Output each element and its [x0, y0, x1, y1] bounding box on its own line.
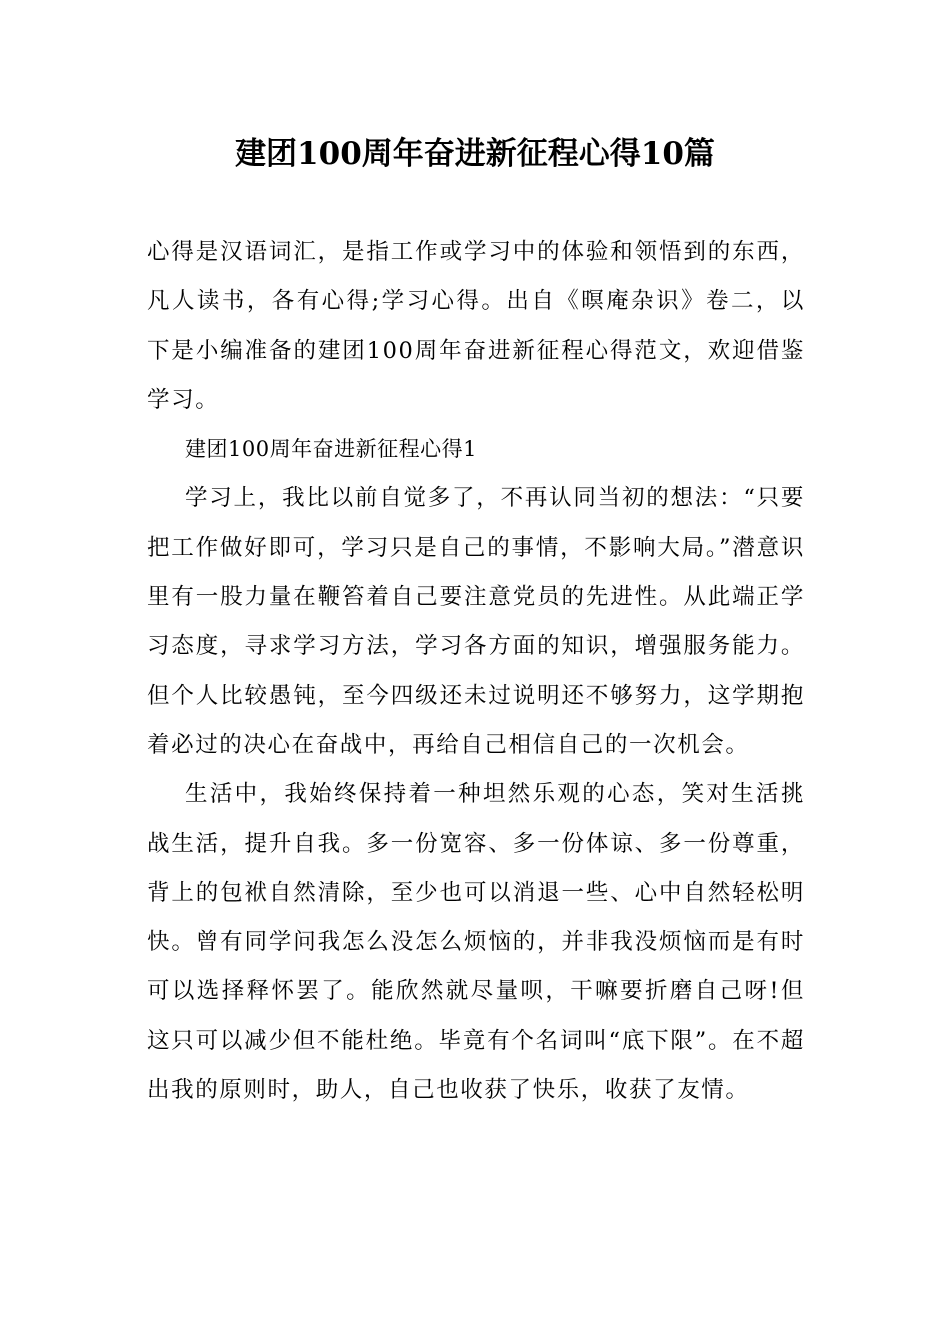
- study-paragraph: 学习上，我比以前自觉多了，不再认同当初的想法：“只要把工作做好即可，学习只是自己的事情，不影响大局。”潜意识里有一股力量在鞭笞着自己要注意党员的先进性。从此端正学习态度，寻求学习方法，学习各方面的知识，增强服务能力。但个人比较愚钝，至今四级还未过说明还不够努力，这学期抱着必过的决心在奋战中，再给自己相信自己的一次机会。: [147, 485, 805, 758]
- document-title: 建团100周年奋进新征程心得10篇: [235, 136, 715, 172]
- intro-paragraph: 心得是汉语词汇，是指工作或学习中的体验和领悟到的东西，凡人读书，各有心得;学习心得。出自《暝庵杂识》卷二，以下是小编准备的建团100周年奋进新征程心得范文，欢迎借鉴学习。: [147, 239, 805, 413]
- section-heading: 建团100周年奋进新征程心得1: [185, 437, 477, 462]
- life-paragraph: 生活中，我始终保持着一种坦然乐观的心态，笑对生活挑战生活，提升自我。多一份宽容、多一份体谅、多一份尊重，背上的包袱自然清除，至少也可以消退一些、心中自然轻松明快。曾有同学问我怎么没怎么烦恼的，并非我没烦恼而是有时可以选择释怀罢了。能欣然就尽量呗，干嘛要折磨自己呀!但这只可以减少但不能杜绝。毕竟有个名词叫“底下限”。在不超出我的原则时，助人，自己也收获了快乐，收获了友情。: [147, 781, 805, 1104]
- document-body: [147, 228, 805, 1115]
